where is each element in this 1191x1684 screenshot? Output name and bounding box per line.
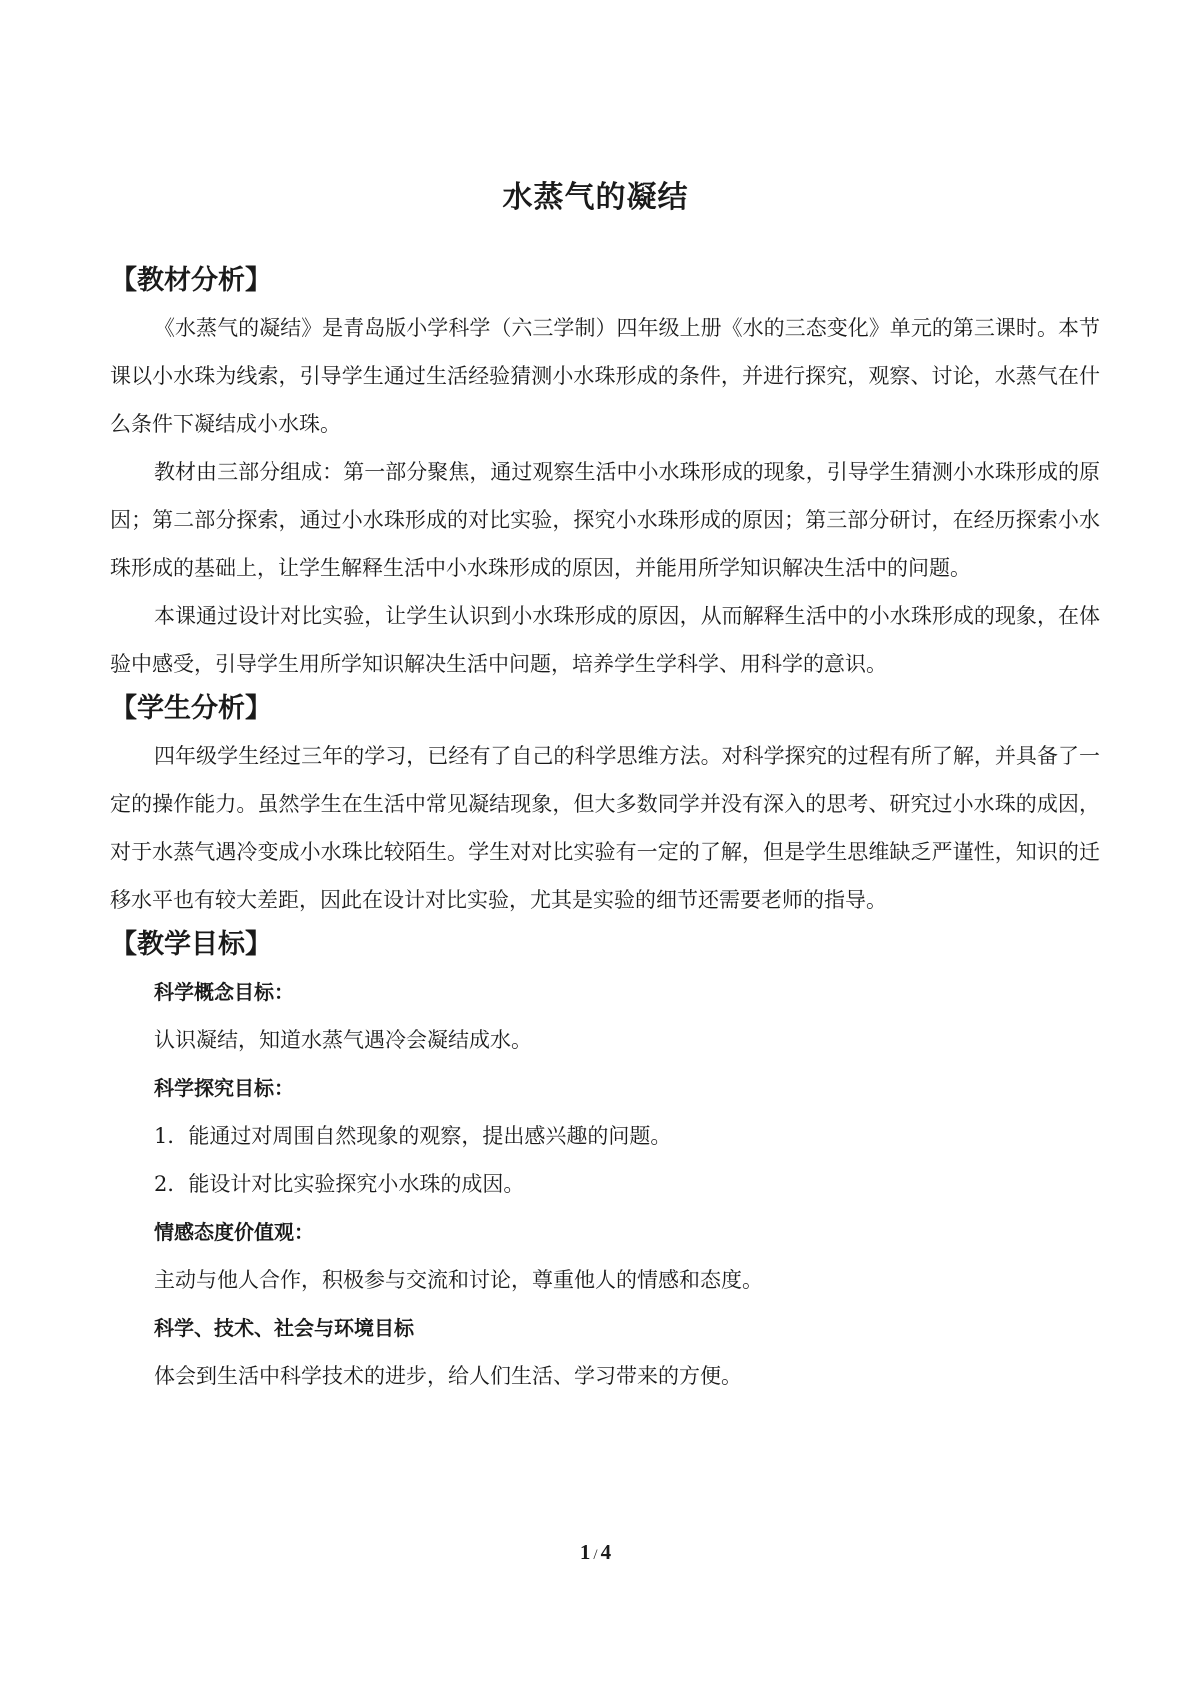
attitude-goal-label: 情感态度价值观： <box>154 1220 314 1244</box>
attitude-goal-text: 主动与他人合作，积极参与交流和讨论，尊重他人的情感和态度。 <box>154 1268 763 1292</box>
current-page-number: 1 <box>579 1540 591 1564</box>
inquiry-goal-label: 科学探究目标： <box>154 1076 294 1100</box>
section-student-analysis <box>110 690 1100 924</box>
page-separator: / <box>593 1547 598 1563</box>
paragraph: 本课通过设计对比实验，让学生认识到小水珠形成的原因，从而解释生活中的小水珠形成的现象，在体验中感受，引导学生用所学知识解决生活中问题，培养学生学科学、用科学的意识。 <box>110 604 1100 676</box>
document-body <box>110 262 1100 1402</box>
section-teaching-goals <box>110 926 1100 1400</box>
paragraph: 《水蒸气的凝结》是青岛版小学科学（六三学制）四年级上册《水的三态变化》单元的第三课时。本节课以小水珠为线索，引导学生通过生活经验猜测小水珠形成的条件，并进行探究，观察、讨论，水蒸气在什么条件下凝结成小水珠。 <box>110 316 1100 436</box>
paragraph: 教材由三部分组成：第一部分聚焦，通过观察生活中小水珠形成的现象，引导学生猜测小水珠形成的原因；第二部分探索，通过小水珠形成的对比实验，探究小水珠形成的原因；第三部分研讨，在经历探索小水珠形成的基础上，让学生解释生活中小水珠形成的原因，并能用所学知识解决生活中的问题。 <box>110 460 1100 580</box>
section-heading: 【教材分析】 <box>110 265 272 296</box>
section-heading: 【学生分析】 <box>110 693 272 724</box>
concept-goal-text: 认识凝结，知道水蒸气遇冷会凝结成水。 <box>154 1028 532 1052</box>
inquiry-goal-item: 2．能设计对比实验探究小水珠的成因。 <box>154 1172 525 1196</box>
section-materials-analysis <box>110 262 1100 688</box>
total-page-count: 4 <box>600 1540 612 1564</box>
sts-goal-label: 科学、技术、社会与环境目标 <box>154 1316 414 1340</box>
concept-goal-label: 科学概念目标： <box>154 980 294 1004</box>
paragraph: 四年级学生经过三年的学习，已经有了自己的科学思维方法。对科学探究的过程有所了解，并具备了一定的操作能力。虽然学生在生活中常见凝结现象，但大多数同学并没有深入的思考、研究过小水珠的成因，对于水蒸气遇冷变成小水珠比较陌生。学生对对比实验有一定的了解，但是学生思维缺乏严谨性，知识的迁移水平也有较大差距，因此在设计对比实验，尤其是实验的细节还需要老师的指导。 <box>110 744 1100 912</box>
section-heading: 【教学目标】 <box>110 929 272 960</box>
inquiry-goal-item: 1．能通过对周围自然现象的观察，提出感兴趣的问题。 <box>154 1124 672 1148</box>
page-number <box>0 1540 1191 1565</box>
document-title: 水蒸气的凝结 <box>502 180 689 215</box>
sts-goal-text: 体会到生活中科学技术的进步，给人们生活、学习带来的方便。 <box>154 1364 742 1388</box>
